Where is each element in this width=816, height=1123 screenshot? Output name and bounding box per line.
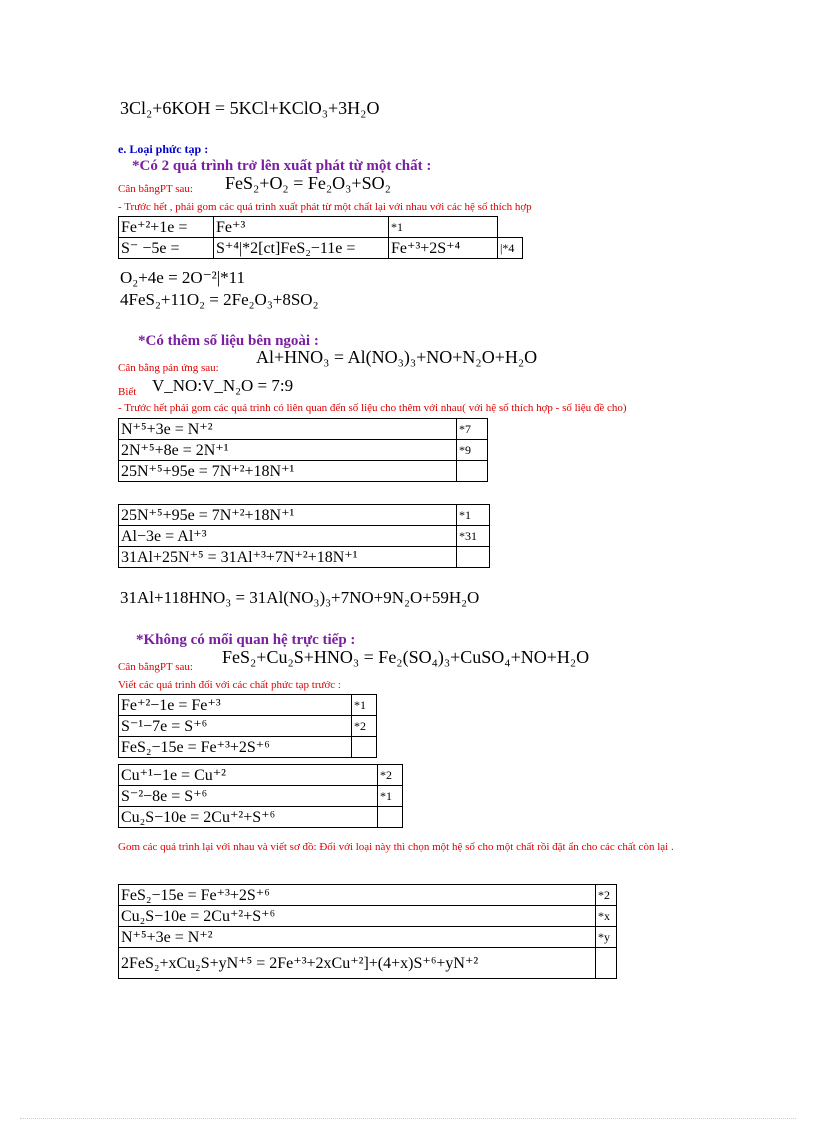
table-row bbox=[119, 547, 490, 568]
cell: N⁺⁵+3e = N⁺² bbox=[119, 927, 596, 948]
table-row bbox=[119, 737, 377, 758]
table-row bbox=[119, 885, 617, 906]
sub2-know-label: Biết bbox=[118, 386, 137, 398]
cell: *9 bbox=[457, 440, 488, 461]
sub3-note: Viết các quá trình đối với các chất phức tạp trước : bbox=[118, 679, 341, 691]
cell bbox=[457, 547, 490, 568]
cell: *y bbox=[596, 927, 617, 948]
cell: *2 bbox=[596, 885, 617, 906]
table-row bbox=[119, 906, 617, 927]
sub3-balance-label: Cân bằngPT sau: bbox=[118, 661, 193, 673]
sub3-title: *Không có mối quan hệ trực tiếp : bbox=[136, 632, 356, 648]
sub2-ratio: V_NO:V_N₂O = 7:9 bbox=[152, 376, 294, 395]
cell: 2N⁺⁵+8e = 2N⁺¹ bbox=[119, 440, 457, 461]
table-row bbox=[119, 419, 488, 440]
cell: Cu₂S−10e = 2Cu⁺²+S⁺⁶ bbox=[119, 906, 596, 927]
top-equation: 3Cl₂+6KOH = 5KCl+KClO₃+3H₂O bbox=[120, 98, 380, 118]
cell: *1 bbox=[352, 695, 377, 716]
sub1-title: *Có 2 quá trình trở lên xuất phát từ một chất : bbox=[132, 158, 432, 174]
cell: FeS₂−15e = Fe⁺³+2S⁺⁶ bbox=[119, 885, 596, 906]
sub2-table2 bbox=[118, 504, 490, 568]
section-e-heading: e. Loại phức tạp : bbox=[118, 142, 209, 156]
cell: 25N⁺⁵+95e = 7N⁺²+18N⁺¹ bbox=[119, 505, 457, 526]
cell bbox=[378, 807, 403, 828]
cell: *2 bbox=[378, 765, 403, 786]
cell: S⁻ −5e = bbox=[119, 238, 214, 259]
table-row bbox=[119, 440, 488, 461]
cell: Fe⁺²−1e = Fe⁺³ bbox=[119, 695, 352, 716]
sub3-note2: Gom các quá trình lại với nhau và viết sơ đồ: Đối với loại này thì chọn một hệ số cho một chất rồi đặt ẩn cho các chất còn lại . bbox=[118, 841, 674, 853]
cell: S⁻²−8e = S⁺⁶ bbox=[119, 786, 378, 807]
sub2-equation: Al+HNO₃ = Al(NO₃)₃+NO+N₂O+H₂O bbox=[256, 347, 538, 367]
sub3-table3 bbox=[118, 884, 617, 979]
sub1-table bbox=[118, 216, 523, 259]
cell: Cu⁺¹−1e = Cu⁺² bbox=[119, 765, 378, 786]
cell bbox=[457, 461, 488, 482]
sub1-note: - Trước hết , phải gom các quá trình xuất phát từ một chất lại với nhau với các hệ số thích hợp bbox=[118, 201, 532, 213]
sub2-title: *Có thêm số liệu bên ngoài : bbox=[138, 333, 319, 349]
cell: *1 bbox=[378, 786, 403, 807]
cell: Al−3e = Al⁺³ bbox=[119, 526, 457, 547]
sub3-equation: FeS₂+Cu₂S+HNO₃ = Fe₂(SO₄)₃+CuSO₄+NO+H₂O bbox=[222, 647, 590, 667]
table-row bbox=[119, 786, 403, 807]
table-row bbox=[119, 927, 617, 948]
cell: Fe⁺³ bbox=[214, 217, 389, 238]
sub2-final: 31Al+118HNO₃ = 31Al(NO₃)₃+7NO+9N₂O+59H₂O bbox=[120, 588, 480, 607]
table-row bbox=[119, 238, 523, 259]
cell: 2FeS₂+xCu₂S+yN⁺⁵ = 2Fe⁺³+2xCu⁺²]+(4+x)S⁺⁶+yN⁺² bbox=[119, 948, 596, 979]
sub1-final: 4FeS₂+11O₂ = 2Fe₂O₃+8SO₂ bbox=[120, 290, 319, 309]
table-row bbox=[119, 807, 403, 828]
cell: *x bbox=[596, 906, 617, 927]
sub2-balance-label: Cân bằng pản ứng sau: bbox=[118, 362, 219, 374]
cell: N⁺⁵+3e = N⁺² bbox=[119, 419, 457, 440]
sub3-table2 bbox=[118, 764, 403, 828]
cell: S⁻¹−7e = S⁺⁶ bbox=[119, 716, 352, 737]
cell bbox=[498, 217, 523, 238]
sub1-equation: FeS₂+O₂ = Fe₂O₃+SO₂ bbox=[225, 173, 391, 193]
sub1-o2-line: O₂+4e = 2O⁻²|*11 bbox=[120, 268, 246, 287]
cell: *2 bbox=[352, 716, 377, 737]
cell: S⁺⁴|*2[ct]FeS₂−11e = bbox=[214, 238, 389, 259]
cell: 31Al+25N⁺⁵ = 31Al⁺³+7N⁺²+18N⁺¹ bbox=[119, 547, 457, 568]
cell: FeS₂−15e = Fe⁺³+2S⁺⁶ bbox=[119, 737, 352, 758]
cell: *7 bbox=[457, 419, 488, 440]
table-row bbox=[119, 526, 490, 547]
sub2-table1 bbox=[118, 418, 488, 482]
cell bbox=[352, 737, 377, 758]
table-row bbox=[119, 461, 488, 482]
table-row bbox=[119, 505, 490, 526]
cell: Cu₂S−10e = 2Cu⁺²+S⁺⁶ bbox=[119, 807, 378, 828]
table-row bbox=[119, 765, 403, 786]
cell: 25N⁺⁵+95e = 7N⁺²+18N⁺¹ bbox=[119, 461, 457, 482]
cell: Fe⁺²+1e = bbox=[119, 217, 214, 238]
cell: *1 bbox=[389, 217, 498, 238]
cell: |*4 bbox=[498, 238, 523, 259]
table-row bbox=[119, 695, 377, 716]
sub2-note: - Trước hết phải gom các quá trình có liên quan đến số liệu cho thêm với nhau( với hệ số thích hợp - số liệu đề cho) bbox=[118, 402, 627, 414]
cell: Fe⁺³+2S⁺⁴ bbox=[389, 238, 498, 259]
cell: *31 bbox=[457, 526, 490, 547]
table-row bbox=[119, 716, 377, 737]
page-bottom-divider bbox=[20, 1118, 796, 1119]
table-row bbox=[119, 217, 523, 238]
cell: *1 bbox=[457, 505, 490, 526]
cell bbox=[596, 948, 617, 979]
sub1-balance-label: Cân bằngPT sau: bbox=[118, 183, 193, 195]
sub3-table1 bbox=[118, 694, 377, 758]
table-row bbox=[119, 948, 617, 979]
